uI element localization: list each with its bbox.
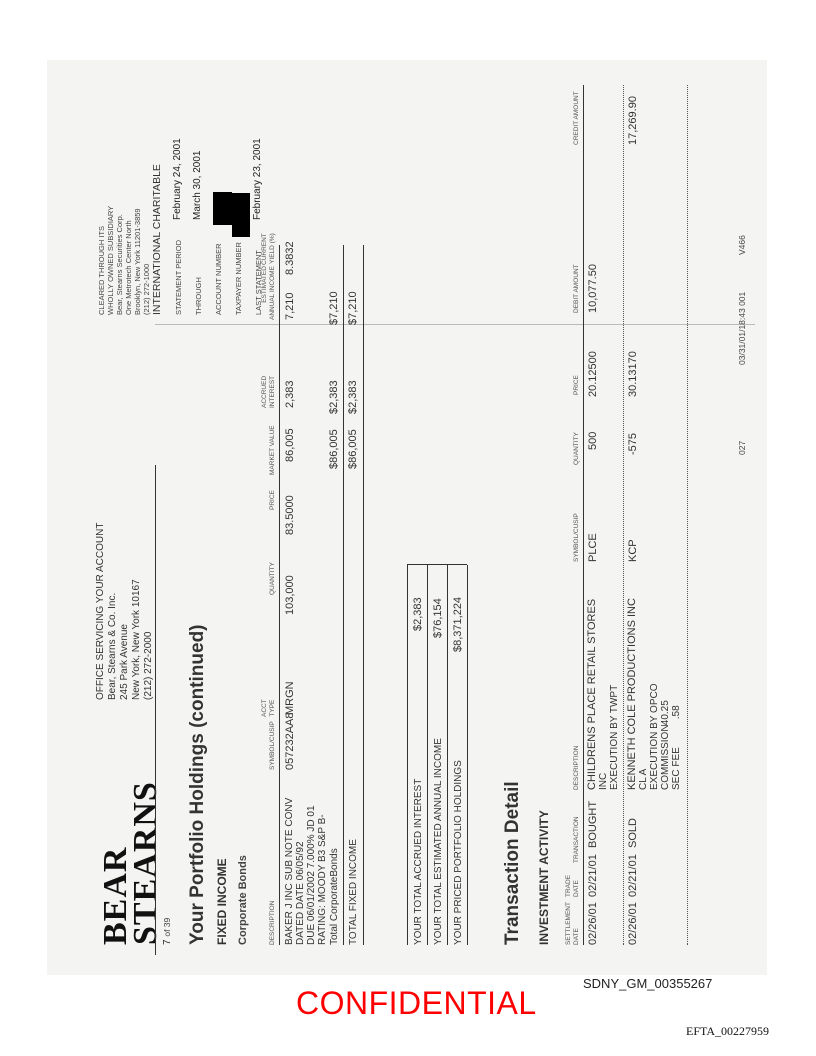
- txn2-settle-date: 02/26/01: [627, 902, 639, 945]
- last-statement-value: February 23, 2001: [252, 138, 263, 220]
- summary-annual-income-label: YOUR TOTAL ESTIMATED ANNUAL INCOME: [433, 738, 444, 945]
- txn2-sec-fee-value: .58: [671, 705, 682, 720]
- clearing-line: Bear, Stearns Securities Corp.: [115, 214, 124, 315]
- col-debit: DEBIT AMOUNT: [573, 264, 580, 313]
- bond-symbol: 057232AA8: [284, 712, 296, 770]
- logo-line-1: BEAR: [97, 846, 134, 945]
- statement-page: [47, 60, 767, 975]
- col-trade-line: TRADE: [565, 874, 572, 897]
- txn2-credit: 17,269.90: [627, 96, 639, 145]
- col-yield-line: CURRENT: [261, 233, 268, 265]
- header-rule: [155, 465, 156, 955]
- txn2-price: 30.13170: [627, 351, 639, 397]
- footer-code-2: 03/31/01/18:43 001: [737, 291, 747, 365]
- clearing-block: [97, 164, 162, 315]
- col-market-value: MARKET VALUE: [269, 425, 276, 475]
- txn1-quantity: 500: [587, 431, 599, 450]
- account-number-label: ACCOUNT NUMBER: [214, 243, 223, 315]
- txn1-symbol: PLCE: [587, 533, 599, 562]
- txn2-description-line: KENNETH COLE PRODUCTIONS INC: [626, 598, 638, 790]
- holdings-title: [187, 624, 209, 945]
- clearing-line: Brooklyn, New York 11201-3859: [133, 208, 142, 315]
- bond-description-line: BAKER J INC SUB NOTE CONV: [284, 797, 295, 945]
- txn1-settle-date: 02/26/01: [587, 902, 599, 945]
- txn1-description: [587, 599, 620, 790]
- col-txn-description: DESCRIPTION: [573, 745, 580, 790]
- col-trade-line: DATE: [573, 880, 580, 897]
- summary-accrued-label: YOUR TOTAL ACCRUED INTEREST: [413, 778, 424, 945]
- total-fixed-annual-income: $7,210: [347, 291, 359, 325]
- confidential-stamp: CONFIDENTIAL: [296, 985, 537, 1021]
- through-value: March 30, 2001: [192, 150, 203, 220]
- period-value: February 24, 2001: [172, 138, 183, 220]
- txn2-commission-label: COMMISSION: [660, 724, 671, 790]
- clearing-line: One Metrotech Center North: [124, 220, 133, 315]
- txn2-sec-fee-label: SEC FEE: [671, 747, 682, 790]
- col-txn-price: PRICE: [573, 375, 580, 395]
- page-indicator: [162, 918, 173, 945]
- investment-activity-heading: INVESTMENT ACTIVITY: [537, 810, 551, 945]
- total-corp-market-value: $86,005: [328, 429, 340, 469]
- summary-bottom-rule: [467, 565, 468, 945]
- txn1-type: BOUGHT: [587, 800, 599, 848]
- bond-market-value: 86,005: [284, 428, 296, 462]
- txn2-fee-line: [671, 598, 682, 790]
- txn2-description-line: EXECUTION BY OPCO: [649, 683, 660, 790]
- col-accrued: [261, 376, 277, 408]
- summary-right-rule: [407, 564, 467, 565]
- col-est-line: ANNUAL INCOME: [269, 266, 276, 320]
- total-fixed-market-value: $86,005: [347, 429, 359, 469]
- txn2-commission-value: 40.25: [660, 700, 671, 726]
- bond-description: [284, 798, 328, 945]
- col-settlement-line: DATE: [573, 928, 580, 945]
- corporate-bonds-heading: Corporate Bonds: [237, 855, 249, 945]
- txn1-trade-date: 02/21/01: [587, 854, 599, 897]
- total-rule: [343, 245, 344, 945]
- total-corp-annual-income: $7,210: [328, 291, 340, 325]
- page-total: of 39: [162, 917, 172, 937]
- bond-description-line: DUE 06/01/2002 7.000% JD 01: [306, 805, 317, 945]
- summary-rule: [447, 565, 448, 945]
- col-settlement-date: [565, 902, 581, 945]
- bond-annual-income: 7,210: [284, 292, 296, 320]
- office-line: 245 Park Avenue: [119, 624, 130, 700]
- txn1-price: 20.12500: [587, 351, 599, 397]
- summary-annual-income-value: $76,154: [432, 598, 444, 638]
- footer-code-1: 027: [737, 440, 747, 455]
- txn1-description-line: INC: [598, 772, 609, 790]
- col-description: DESCRIPTION: [269, 900, 276, 945]
- bond-description-line: DATED DATE 06/05/92: [295, 841, 306, 945]
- col-yield-line: YIELD (%): [269, 233, 276, 264]
- col-quantity: QUANTITY: [269, 562, 276, 595]
- bond-yield: 8.3832: [284, 241, 296, 275]
- total-corp-label: Total CorporateBonds: [329, 848, 340, 945]
- col-txn-symbol: SYMBOL/CUSIP: [573, 513, 580, 562]
- col-accrued-line: INTEREST: [269, 375, 276, 408]
- clearing-line: CLEARED THROUGH ITS: [97, 225, 106, 315]
- col-acct-line: ACCT: [261, 699, 268, 717]
- fixed-income-heading: FIXED INCOME: [215, 858, 229, 945]
- col-acct-line: TYPE: [269, 699, 276, 717]
- col-est-line: ESTIMATED: [261, 266, 268, 303]
- col-symbol: SYMBOL/CUSIP: [269, 721, 276, 770]
- bond-quantity: 103,000: [284, 575, 296, 615]
- taxpayer-number-label: TAXPAYER NUMBER: [234, 242, 243, 315]
- summary-priced-label: YOUR PRICED PORTFOLIO HOLDINGS: [453, 760, 464, 945]
- summary-rule: [427, 565, 428, 945]
- office-address-block: [95, 523, 155, 700]
- txn-separator: [623, 85, 624, 945]
- total-fixed-label: TOTAL FIXED INCOME: [348, 839, 359, 945]
- txn1-debit: 10,077.50: [587, 264, 599, 313]
- bond-description-line: RATING: MOODY B3 S&P B-: [317, 814, 328, 945]
- col-est-income: [261, 266, 277, 320]
- redaction-box: [232, 193, 250, 237]
- col-txn-quantity: QUANTITY: [573, 432, 580, 465]
- office-line: New York, New York 10167: [131, 579, 142, 700]
- scanned-statement-page: [47, 60, 767, 975]
- col-settlement-line: SETTLEMENT: [565, 902, 572, 945]
- last-statement-label: LAST STATEMENT: [254, 249, 263, 315]
- txn1-description-line: CHILDRENS PLACE RETAIL STORES: [586, 598, 598, 790]
- footer-code-3: V466: [737, 235, 747, 255]
- bond-accrued: 2,383: [284, 380, 296, 408]
- col-credit: CREDIT AMOUNT: [573, 91, 580, 145]
- txn2-quantity: -575: [627, 432, 639, 455]
- col-yield: [261, 233, 277, 265]
- period-label: STATEMENT PERIOD: [174, 239, 183, 315]
- col-acct-type: [261, 699, 277, 717]
- page-number: 7: [162, 939, 173, 945]
- summary-top-rule: [407, 565, 408, 945]
- account-name: INTERNATIONAL CHARITABLE: [151, 164, 163, 315]
- bear-stearns-logo: [97, 781, 164, 945]
- bond-price: 83.5000: [284, 495, 296, 535]
- clearing-line: (212) 272-1000: [142, 263, 151, 315]
- txn2-trade-date: 02/21/01: [627, 854, 639, 897]
- holdings-title-text: Your Portfolio Holdings: [187, 733, 208, 945]
- through-label: THROUGH: [194, 277, 203, 315]
- sidebar-divider: [155, 324, 755, 325]
- txn2-fee-line: [660, 598, 671, 790]
- bates-number: SDNY_GM_00355267: [583, 976, 713, 991]
- col-transaction: TRANSACTION: [573, 816, 580, 863]
- summary-priced-value: $8,371,224: [452, 596, 464, 652]
- col-accrued-line: ACCRUED: [261, 375, 268, 408]
- txn-separator: [687, 85, 688, 945]
- transaction-detail-title: Transaction Detail: [502, 781, 523, 945]
- total-fixed-rule: [363, 245, 364, 945]
- statement-labels: [169, 240, 269, 315]
- total-fixed-accrued: $2,383: [347, 380, 359, 414]
- bond-acct-type: MRGN: [284, 681, 296, 715]
- clearing-line: WHOLLY OWNED SUBSIDIARY: [106, 205, 115, 315]
- col-trade-date: [565, 875, 581, 897]
- summary-accrued-value: $2,383: [412, 597, 424, 631]
- col-price: PRICE: [269, 490, 276, 510]
- office-heading: OFFICE SERVICING YOUR ACCOUNT: [95, 522, 106, 700]
- holdings-header-rule: [279, 245, 280, 945]
- logo-line-2: STEARNS: [127, 781, 164, 945]
- txn2-description: [627, 598, 682, 790]
- txn1-description-line: EXECUTION BY TWPT: [609, 684, 620, 790]
- holdings-title-suffix: (continued): [187, 624, 208, 728]
- txn2-type: SOLD: [627, 818, 639, 848]
- redaction-box: [213, 192, 232, 225]
- total-corp-accrued: $2,383: [328, 380, 340, 414]
- office-line: Bear, Stearns & Co. Inc.: [107, 592, 118, 700]
- txn2-description-line: CL A: [638, 768, 649, 790]
- txn2-symbol: KCP: [627, 539, 639, 562]
- office-line: (212) 272-2000: [143, 631, 154, 700]
- rotated-content: [47, 60, 767, 975]
- efta-number: EFTA_00227959: [686, 1024, 770, 1038]
- txn-header-rule: [583, 85, 584, 945]
